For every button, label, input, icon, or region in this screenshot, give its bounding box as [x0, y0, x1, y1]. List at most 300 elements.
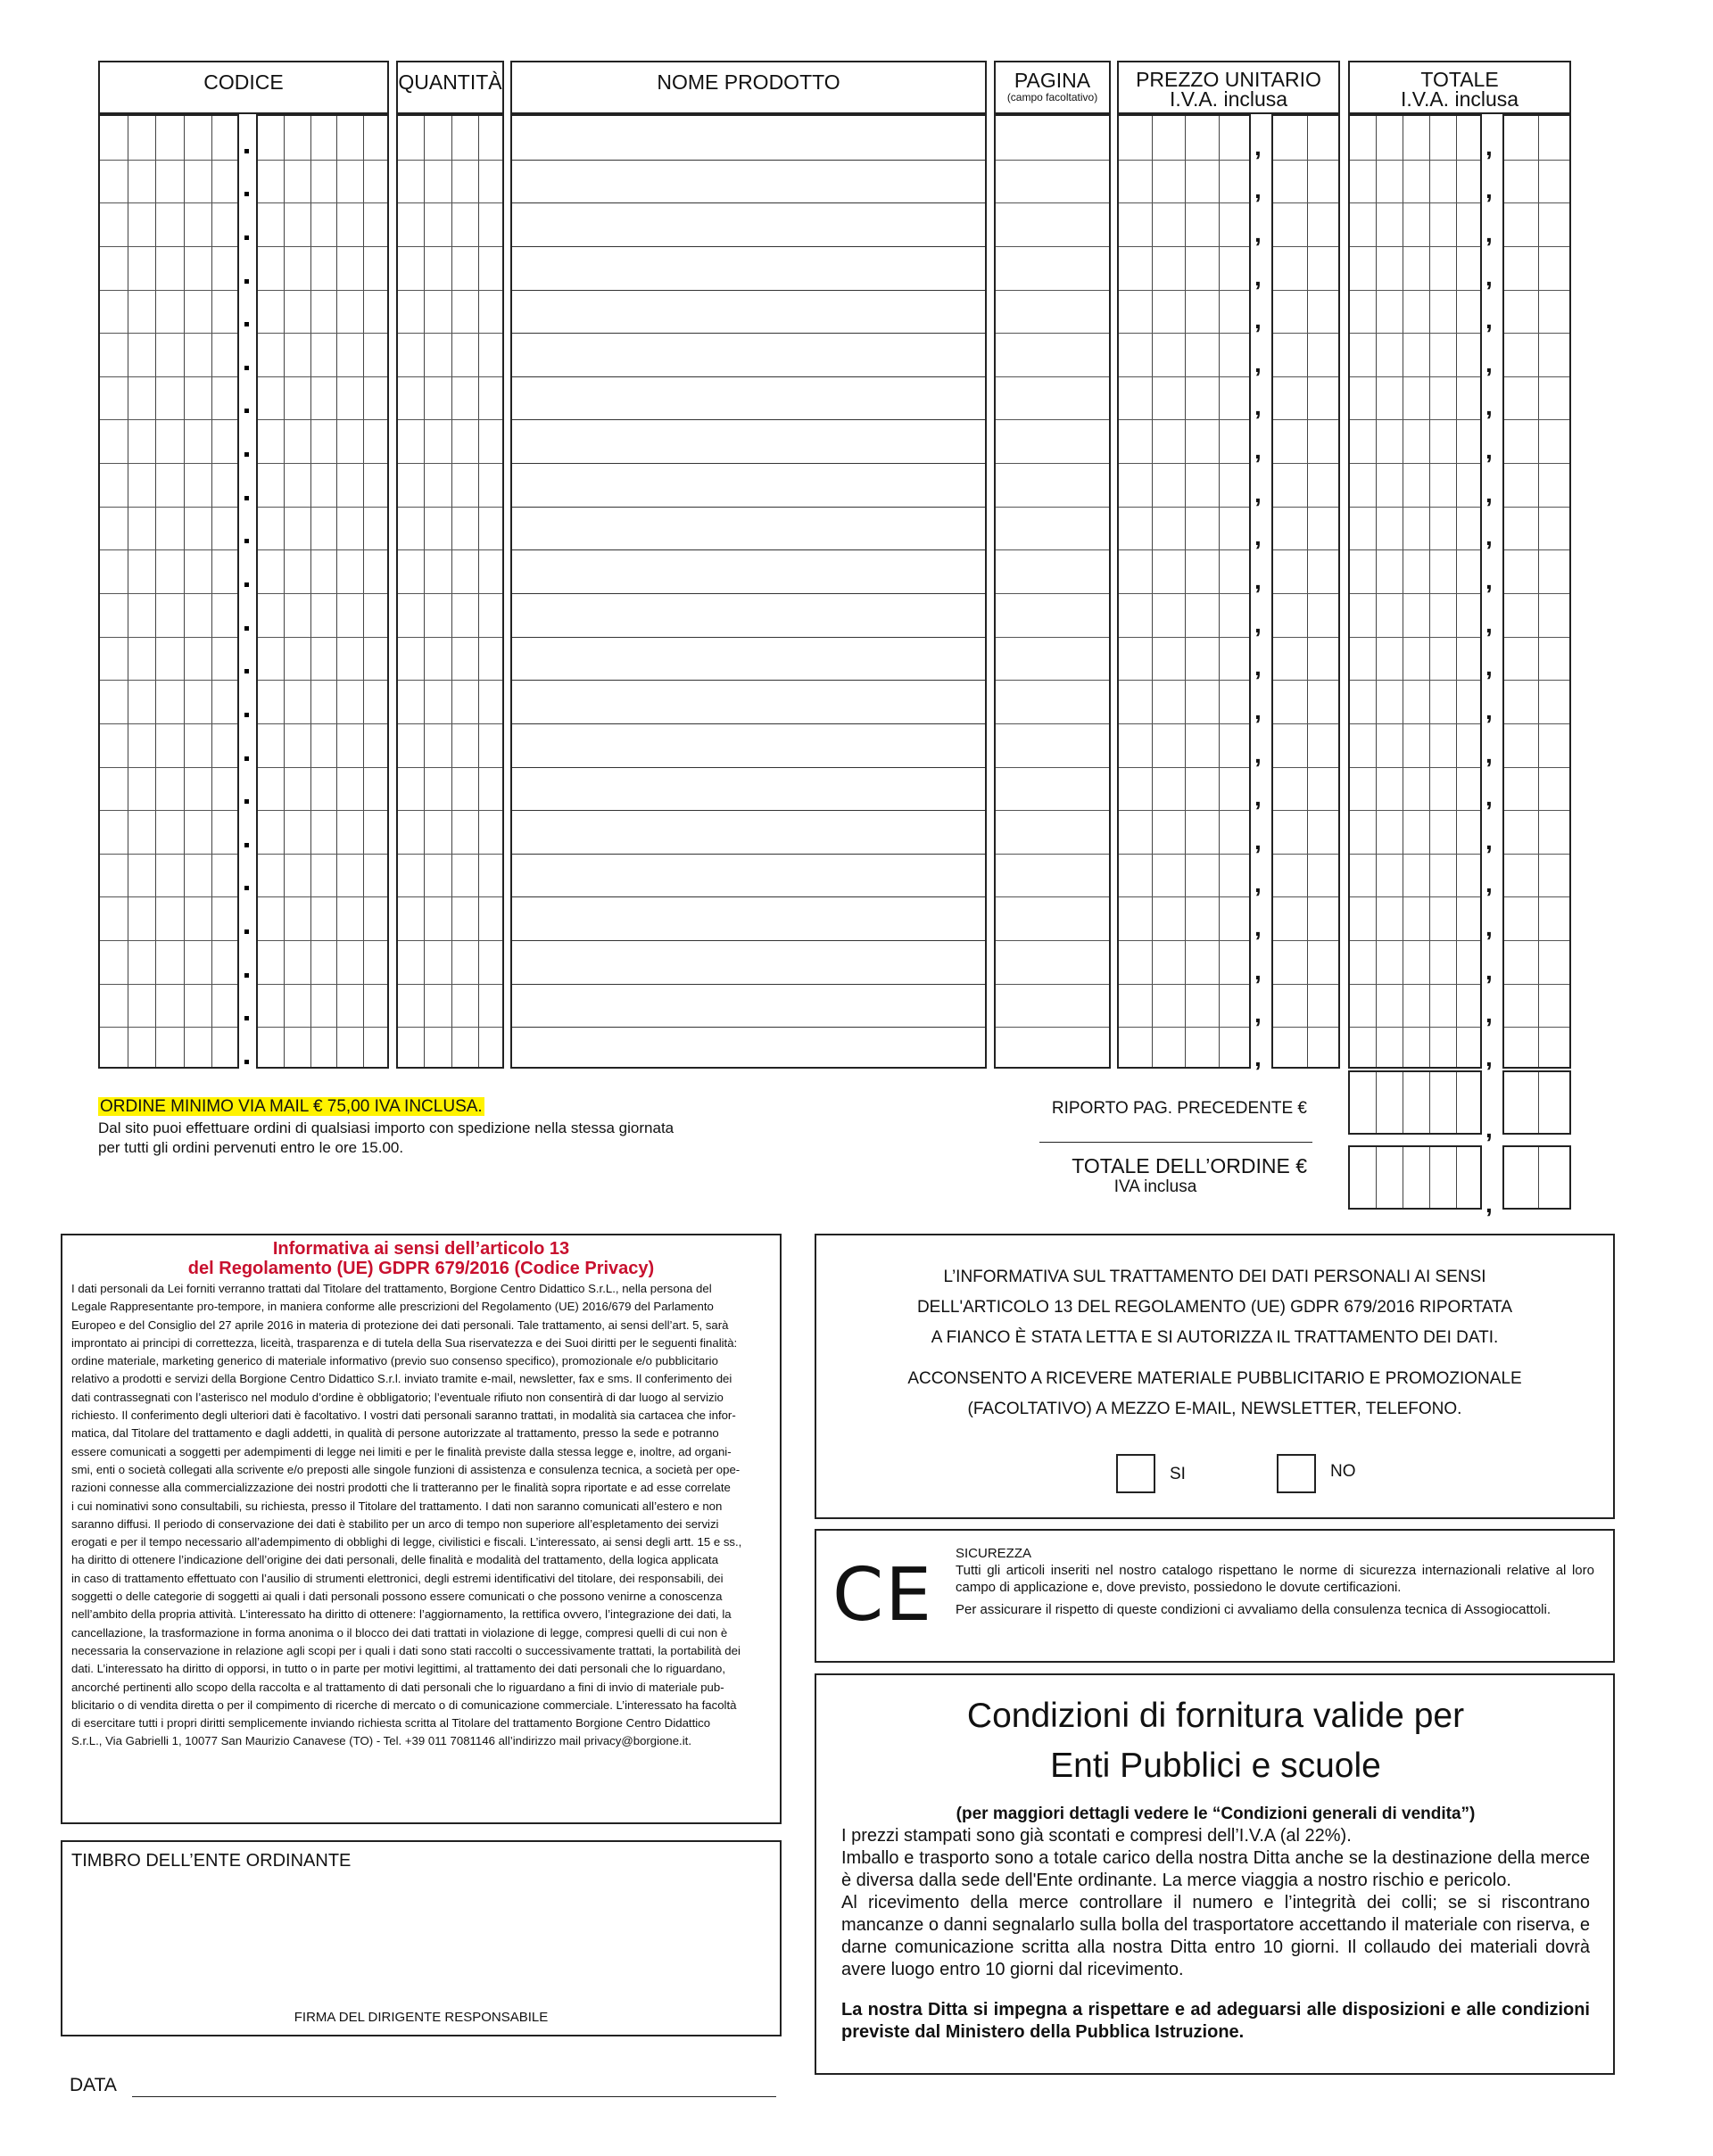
decimal-comma: ,	[1485, 132, 1493, 161]
consent-no-label: NO	[1330, 1462, 1356, 1481]
order-note-line1: Dal sito puoi effettuare ordini di qualsiasi importo con spedizione nella stessa giornata	[98, 1119, 674, 1136]
prezzo-dec-grid[interactable]	[1271, 114, 1340, 1069]
grid-hline	[258, 419, 387, 420]
grid-hline	[512, 940, 985, 941]
grid-hline	[1119, 637, 1249, 638]
consent-line-1: L’INFORMATIVA SUL TRATTAMENTO DEI DATI PERSONALI AI SENSI	[943, 1268, 1486, 1286]
decimal-comma: ,	[1485, 262, 1493, 291]
privacy-line: in caso di trattamento effettuato con l’ausilio di strumenti elettronici, degli estremi identificativi del titolare, dei responsabili, dei	[71, 1571, 724, 1585]
decimal-comma: ,	[1254, 696, 1262, 724]
decimal-comma: ,	[1485, 566, 1493, 594]
header-nome-prodotto	[510, 61, 987, 114]
grid-hline	[1119, 723, 1249, 724]
riporto-int-grid[interactable]	[1348, 1070, 1482, 1135]
grid-hline	[996, 290, 1109, 291]
conditions-p2: Imballo e trasporto sono a totale carico della nostra Ditta anche se la destinazione della merce è diversa dalla sede dell'Ente ordinante. La merce viaggia a nostro rischio e pericolo.	[841, 1848, 1590, 1890]
grid-hline	[398, 507, 502, 508]
codice-separator-dot	[244, 366, 249, 370]
privacy-line: ancorché pertinenti allo scopo della raccolta e al trattamento di dati personali che lo riguardano a fini di invio di materiale pub-	[71, 1680, 724, 1694]
grid-vline	[1152, 116, 1153, 1067]
grid-hline	[1119, 507, 1249, 508]
grid-hline	[996, 680, 1109, 681]
grid-hline	[100, 376, 237, 377]
grid-hline	[512, 854, 985, 855]
decimal-comma: ,	[1485, 523, 1493, 551]
grid-hline	[100, 463, 237, 464]
grid-hline	[100, 507, 237, 508]
grid-vline	[1185, 116, 1186, 1067]
grid-vline	[1456, 116, 1457, 1067]
grid-hline	[996, 160, 1109, 161]
grid-hline	[398, 637, 502, 638]
grid-hline	[1273, 896, 1338, 897]
privacy-line: erogati e per il tempo necessario all’adempimento di obblighi di legge, civilistici e fiscali. L’interessato, ai sensi degli artt. 15 e ss.,	[71, 1535, 742, 1549]
grid-vline	[1376, 1072, 1377, 1133]
grid-hline	[398, 333, 502, 334]
grid-hline	[1119, 376, 1249, 377]
grid-hline	[512, 1027, 985, 1028]
grid-vline	[424, 116, 425, 1067]
grid-hline	[1119, 810, 1249, 811]
grid-hline	[100, 637, 237, 638]
privacy-line: razioni connesse alla commercializzazione dei nostri prodotti che li tratteranno per le finalità sopra riportate e ad esse correlate	[71, 1481, 731, 1495]
grid-hline	[1350, 549, 1480, 550]
header-prezzo-unitario	[1117, 61, 1340, 114]
grid-hline	[1273, 202, 1338, 203]
grid-vline	[310, 116, 311, 1067]
grid-hline	[100, 1027, 237, 1028]
grid-hline	[100, 202, 237, 203]
grid-hline	[398, 680, 502, 681]
header-prezzo-sub: I.V.A. inclusa	[1169, 87, 1288, 111]
codice-separator-dot	[244, 929, 249, 934]
grid-hline	[1350, 290, 1480, 291]
grid-hline	[1504, 593, 1569, 594]
codice-separator-dot	[244, 235, 249, 240]
decimal-comma: ,	[1254, 566, 1262, 594]
riporto-comma: ,	[1485, 1115, 1493, 1143]
prezzo-int-grid[interactable]	[1117, 114, 1251, 1069]
grid-hline	[1504, 680, 1569, 681]
decimal-comma: ,	[1485, 870, 1493, 898]
grid-hline	[1504, 376, 1569, 377]
privacy-line: improntato ai principi di correttezza, liceità, trasparenza e di tutela della Sua riservatezza e dei Suoi diritti per le seguenti finalità:	[71, 1335, 738, 1350]
codice-separator-dot	[244, 973, 249, 978]
grid-hline	[996, 549, 1109, 550]
conditions-subtitle: (per maggiori dettagli vedere le “Condizioni generali di vendita”)	[956, 1805, 1476, 1823]
decimal-comma: ,	[1485, 1000, 1493, 1028]
grid-hline	[1119, 333, 1249, 334]
privacy-line: relativo a prodotti e servizi della Borgione Centro Didattico S.r.l. inviato tramite e-mail, newsletter, fax e sms. Il conferimento dei	[71, 1372, 732, 1386]
grid-vline	[1429, 1147, 1430, 1208]
pagina-column[interactable]	[994, 114, 1111, 1069]
grid-hline	[996, 854, 1109, 855]
date-label: DATA	[70, 2075, 117, 2095]
decimal-comma: ,	[1485, 653, 1493, 681]
grid-hline	[100, 767, 237, 768]
header-totale	[1348, 61, 1571, 114]
grid-hline	[1350, 202, 1480, 203]
header-pagina-sub: (campo facoltativo)	[1006, 91, 1098, 103]
grid-hline	[258, 1027, 387, 1028]
safety-text-1: Tutti gli articoli inseriti nel nostro catalogo rispettano le norme di sicurezza internazionali relative al loro campo di applicazione e, dove previsto, possiedono le dovute certificazioni.	[956, 1563, 1594, 1595]
decimal-comma: ,	[1485, 826, 1493, 855]
safety-box	[815, 1529, 1615, 1663]
privacy-title-2: del Regolamento (UE) GDPR 679/2016 (Codice Privacy)	[187, 1259, 655, 1278]
grid-vline	[184, 116, 185, 1067]
grid-hline	[1273, 160, 1338, 161]
grid-hline	[100, 246, 237, 247]
grid-hline	[100, 290, 237, 291]
grid-vline	[1538, 1072, 1539, 1133]
decimal-comma: ,	[1485, 306, 1493, 335]
grid-hline	[100, 896, 237, 897]
grid-hline	[100, 723, 237, 724]
codice-grid-left[interactable]	[98, 114, 239, 1069]
grid-hline	[1350, 767, 1480, 768]
privacy-line: dati contrassegnati con l’asterisco nel modulo d’ordine è obbligatorio; l’eventuale rifiuto non consentirà di dar luogo al servizio	[71, 1390, 724, 1404]
privacy-text	[71, 1280, 771, 1751]
codice-grid-right[interactable]	[256, 114, 389, 1069]
grid-hline	[1273, 290, 1338, 291]
grid-hline	[1350, 463, 1480, 464]
grid-hline	[398, 940, 502, 941]
header-codice-label: CODICE	[203, 70, 284, 94]
header-quantita-label: QUANTITÀ	[398, 70, 502, 94]
grid-hline	[398, 593, 502, 594]
grid-hline	[258, 854, 387, 855]
decimal-comma: ,	[1485, 956, 1493, 985]
decimal-comma: ,	[1254, 349, 1262, 377]
grid-hline	[996, 463, 1109, 464]
decimal-comma: ,	[1485, 1044, 1493, 1071]
grid-hline	[1504, 854, 1569, 855]
decimal-comma: ,	[1254, 956, 1262, 985]
grid-hline	[996, 1027, 1109, 1028]
grid-hline	[1273, 419, 1338, 420]
grid-hline	[398, 160, 502, 161]
totale-dec-grid[interactable]	[1502, 114, 1571, 1069]
conditions-p3: Al ricevimento della merce controllare il numero e l’integrità dei colli; se si riscontrano mancanze o danni segnalarlo sulla bolla del trasportatore accettando il materiale con riserva, e darne comunicazione scritta alla nostra Ditta entro 10 giorni. Il collaudo dei materiali dovrà avere luogo entro 10 giorni dal ricevimento.	[841, 1893, 1590, 1979]
grid-hline	[398, 290, 502, 291]
grid-hline	[1273, 333, 1338, 334]
grid-hline	[1273, 463, 1338, 464]
grid-vline	[284, 116, 285, 1067]
decimal-comma: ,	[1485, 696, 1493, 724]
decimal-comma: ,	[1485, 349, 1493, 377]
grid-hline	[398, 854, 502, 855]
decimal-comma: ,	[1254, 870, 1262, 898]
codice-separator-dot	[244, 409, 249, 413]
grid-hline	[512, 896, 985, 897]
conditions-title-1: Condizioni di fornitura valide per	[966, 1697, 1465, 1735]
grid-hline	[398, 549, 502, 550]
grid-hline	[1119, 767, 1249, 768]
grid-hline	[1504, 940, 1569, 941]
grid-hline	[1119, 940, 1249, 941]
grid-hline	[512, 202, 985, 203]
grid-hline	[1273, 593, 1338, 594]
grid-hline	[258, 896, 387, 897]
conditions-box	[815, 1673, 1615, 2075]
grid-hline	[1350, 246, 1480, 247]
privacy-line: ordine materiale, marketing generico di materiale informativo (previo suo consenso specifico), promozionale e/o pubblicitario	[71, 1354, 718, 1368]
grid-hline	[1273, 376, 1338, 377]
grid-hline	[1119, 463, 1249, 464]
grid-hline	[100, 810, 237, 811]
codice-separator-dot	[244, 582, 249, 587]
decimal-comma: ,	[1254, 1044, 1262, 1071]
decimal-comma: ,	[1254, 523, 1262, 551]
order-note-line2: per tutti gli ordini pervenuti entro le ore 15.00.	[98, 1139, 404, 1156]
grid-hline	[1350, 680, 1480, 681]
grid-hline	[258, 984, 387, 985]
grid-vline	[451, 116, 452, 1067]
grid-hline	[258, 680, 387, 681]
iva-inclusa-label: IVA inclusa	[1113, 1177, 1197, 1196]
decimal-comma: ,	[1254, 913, 1262, 942]
consent-si-label: SI	[1170, 1465, 1186, 1483]
safety-text	[956, 1545, 1594, 1618]
grid-hline	[1504, 896, 1569, 897]
grid-hline	[258, 160, 387, 161]
grid-hline	[996, 637, 1109, 638]
grid-hline	[1273, 507, 1338, 508]
grid-vline	[1219, 116, 1220, 1067]
grid-hline	[1350, 940, 1480, 941]
decimal-comma: ,	[1485, 392, 1493, 421]
grid-hline	[1504, 246, 1569, 247]
consent-no-checkbox[interactable]	[1277, 1454, 1316, 1493]
codice-separator-dot	[244, 539, 249, 543]
decimal-comma: ,	[1485, 739, 1493, 768]
grid-hline	[1119, 593, 1249, 594]
grid-hline	[100, 549, 237, 550]
quantita-grid[interactable]	[396, 114, 504, 1069]
grid-hline	[1504, 507, 1569, 508]
grid-vline	[478, 116, 479, 1067]
decimal-comma: ,	[1254, 1000, 1262, 1028]
grid-hline	[512, 376, 985, 377]
header-quantita	[396, 61, 504, 114]
privacy-line: richiesto. Il conferimento degli ulteriori dati è facoltativo. I vostri dati personali saranno trattati, in modalità sia cartacea che infor-	[71, 1408, 736, 1423]
grid-hline	[1504, 333, 1569, 334]
grid-hline	[1119, 160, 1249, 161]
grid-hline	[258, 202, 387, 203]
grid-vline	[1456, 1072, 1457, 1133]
privacy-line: dati. L’interessato ha diritto di opporsi, in tutto o in parte per motivi legittimi, al trattamento dei dati personali che lo riguardano,	[71, 1662, 726, 1676]
privacy-line: necessaria la conservazione in relazione agli scopi per i quali i dati sono stati raccolti o successivamente trattati, la portabilità dei	[71, 1643, 741, 1657]
codice-separator-dot	[244, 279, 249, 284]
decimal-comma: ,	[1254, 653, 1262, 681]
header-pagina	[994, 61, 1111, 114]
codice-separator-dot	[244, 886, 249, 890]
riporto-separator	[1039, 1142, 1312, 1143]
grid-hline	[1350, 854, 1480, 855]
totale-ordine-comma: ,	[1485, 1190, 1493, 1218]
grid-hline	[1273, 767, 1338, 768]
codice-separator-dot	[244, 1016, 249, 1020]
decimal-comma: ,	[1254, 176, 1262, 204]
grid-hline	[996, 593, 1109, 594]
grid-hline	[1119, 290, 1249, 291]
decimal-comma: ,	[1485, 609, 1493, 638]
header-totale-label: TOTALE	[1420, 68, 1499, 91]
grid-hline	[512, 767, 985, 768]
totale-ordine-dec-grid[interactable]	[1502, 1145, 1571, 1210]
grid-hline	[512, 290, 985, 291]
grid-hline	[1350, 593, 1480, 594]
grid-hline	[1504, 419, 1569, 420]
riporto-label: RIPORTO PAG. PRECEDENTE €	[1051, 1099, 1307, 1118]
decimal-comma: ,	[1254, 609, 1262, 638]
grid-vline	[363, 116, 364, 1067]
grid-vline	[1456, 1147, 1457, 1208]
grid-hline	[996, 246, 1109, 247]
grid-hline	[100, 333, 237, 334]
grid-hline	[512, 333, 985, 334]
header-pagina-label: PAGINA	[1014, 69, 1091, 92]
decimal-comma: ,	[1485, 176, 1493, 204]
privacy-line: matica, dal Titolare del trattamento e dagli addetti, in qualità di persone autorizzate al trattamento, presso la sede e potranno	[71, 1426, 719, 1441]
grid-hline	[100, 593, 237, 594]
grid-hline	[398, 202, 502, 203]
codice-separator-dot	[244, 1060, 249, 1064]
stamp-title: TIMBRO DELL’ENTE ORDINANTE	[71, 1851, 352, 1871]
grid-hline	[996, 984, 1109, 985]
grid-hline	[1504, 984, 1569, 985]
grid-hline	[512, 984, 985, 985]
privacy-line: blicitario o di vendita diretta o per il compimento di ricerche di mercato o di comunicazione commerciale. L’interessato ha facoltà	[71, 1698, 737, 1712]
grid-hline	[398, 1027, 502, 1028]
privacy-line: ha diritto di ottenere l’indicazione dell’origine dei dati personali, delle finalità e modalità del trattamento, della logica applicata	[71, 1553, 719, 1567]
grid-vline	[1538, 116, 1539, 1067]
grid-hline	[100, 160, 237, 161]
stamp-box[interactable]	[61, 1840, 782, 2036]
grid-hline	[1350, 896, 1480, 897]
decimal-comma: ,	[1485, 913, 1493, 942]
grid-hline	[100, 854, 237, 855]
decimal-comma: ,	[1254, 262, 1262, 291]
privacy-line: Legale Rappresentante pro-tempore, in maniera conforme alle prescrizioni del Regolamento (UE) 2016/679 del Parlamento	[71, 1300, 714, 1314]
decimal-comma: ,	[1254, 219, 1262, 247]
grid-hline	[1273, 637, 1338, 638]
grid-hline	[1119, 549, 1249, 550]
grid-hline	[398, 419, 502, 420]
totale-ordine-int-grid[interactable]	[1348, 1145, 1482, 1210]
conditions-title-2: Enti Pubblici e scuole	[1050, 1747, 1381, 1785]
ce-mark-icon: CE	[832, 1553, 934, 1638]
consent-line-5: (FACOLTATIVO) A MEZZO E-MAIL, NEWSLETTER, TELEFONO.	[967, 1400, 1462, 1418]
decimal-comma: ,	[1254, 306, 1262, 335]
minimum-order-text: ORDINE MINIMO VIA MAIL € 75,00 IVA INCLUSA.	[100, 1097, 483, 1116]
codice-separator-dot	[244, 843, 249, 847]
grid-hline	[512, 549, 985, 550]
consent-line-3: A FIANCO È STATA LETTA E SI AUTORIZZA IL TRATTAMENTO DEI DATI.	[931, 1328, 1499, 1347]
grid-hline	[258, 723, 387, 724]
grid-hline	[1273, 984, 1338, 985]
grid-hline	[398, 896, 502, 897]
grid-hline	[1273, 723, 1338, 724]
grid-hline	[398, 810, 502, 811]
decimal-comma: ,	[1254, 132, 1262, 161]
codice-separator-dot	[244, 496, 249, 500]
grid-hline	[258, 463, 387, 464]
grid-vline	[1376, 116, 1377, 1067]
grid-hline	[996, 419, 1109, 420]
grid-hline	[1119, 246, 1249, 247]
grid-hline	[258, 593, 387, 594]
grid-hline	[1273, 680, 1338, 681]
grid-vline	[1429, 116, 1430, 1067]
grid-hline	[996, 896, 1109, 897]
decimal-comma: ,	[1485, 479, 1493, 508]
grid-hline	[100, 984, 237, 985]
grid-hline	[512, 246, 985, 247]
header-codice	[98, 61, 389, 114]
grid-hline	[1504, 767, 1569, 768]
grid-hline	[996, 723, 1109, 724]
consent-si-checkbox[interactable]	[1116, 1454, 1155, 1493]
grid-hline	[398, 463, 502, 464]
totale-int-grid[interactable]	[1348, 114, 1482, 1069]
grid-hline	[1504, 1027, 1569, 1028]
grid-hline	[398, 246, 502, 247]
grid-hline	[1504, 202, 1569, 203]
grid-hline	[258, 290, 387, 291]
grid-hline	[1504, 290, 1569, 291]
codice-separator-dot	[244, 713, 249, 717]
grid-hline	[512, 419, 985, 420]
grid-hline	[1119, 896, 1249, 897]
codice-separator-dot	[244, 756, 249, 761]
codice-separator-dot	[244, 149, 249, 153]
grid-hline	[1504, 723, 1569, 724]
riporto-dec-grid[interactable]	[1502, 1070, 1571, 1135]
grid-hline	[1119, 680, 1249, 681]
grid-hline	[1350, 984, 1480, 985]
grid-hline	[258, 940, 387, 941]
grid-hline	[996, 376, 1109, 377]
grid-hline	[258, 767, 387, 768]
privacy-line: i cui nominativi sono consultabili, su richiesta, presso il Titolare del trattamento. I dati non saranno comunicati all’estero e non	[71, 1499, 723, 1513]
order-note	[98, 1097, 776, 1158]
grid-hline	[1119, 1027, 1249, 1028]
grid-hline	[1504, 549, 1569, 550]
decimal-comma: ,	[1254, 826, 1262, 855]
decimal-comma: ,	[1254, 739, 1262, 768]
grid-hline	[1350, 637, 1480, 638]
consent-box	[815, 1234, 1615, 1519]
codice-separator-dot	[244, 322, 249, 326]
grid-hline	[1350, 723, 1480, 724]
grid-hline	[398, 767, 502, 768]
date-line[interactable]	[132, 2096, 776, 2097]
nome-prodotto-column[interactable]	[510, 114, 987, 1069]
grid-hline	[100, 940, 237, 941]
decimal-comma: ,	[1485, 436, 1493, 465]
consent-line-2: DELL'ARTICOLO 13 DEL REGOLAMENTO (UE) GDPR 679/2016 RIPORTATA	[916, 1298, 1513, 1317]
safety-text-2: Per assicurare il rispetto di queste condizioni ci avvaliamo della consulenza tecnica di Assogiocattoli.	[956, 1602, 1552, 1617]
grid-hline	[258, 246, 387, 247]
grid-hline	[512, 637, 985, 638]
grid-vline	[155, 116, 156, 1067]
grid-hline	[1350, 1027, 1480, 1028]
grid-hline	[258, 549, 387, 550]
grid-hline	[258, 637, 387, 638]
conditions-p1: I prezzi stampati sono già scontati e compresi dell’I.V.A (al 22%).	[841, 1826, 1352, 1846]
grid-hline	[1350, 333, 1480, 334]
